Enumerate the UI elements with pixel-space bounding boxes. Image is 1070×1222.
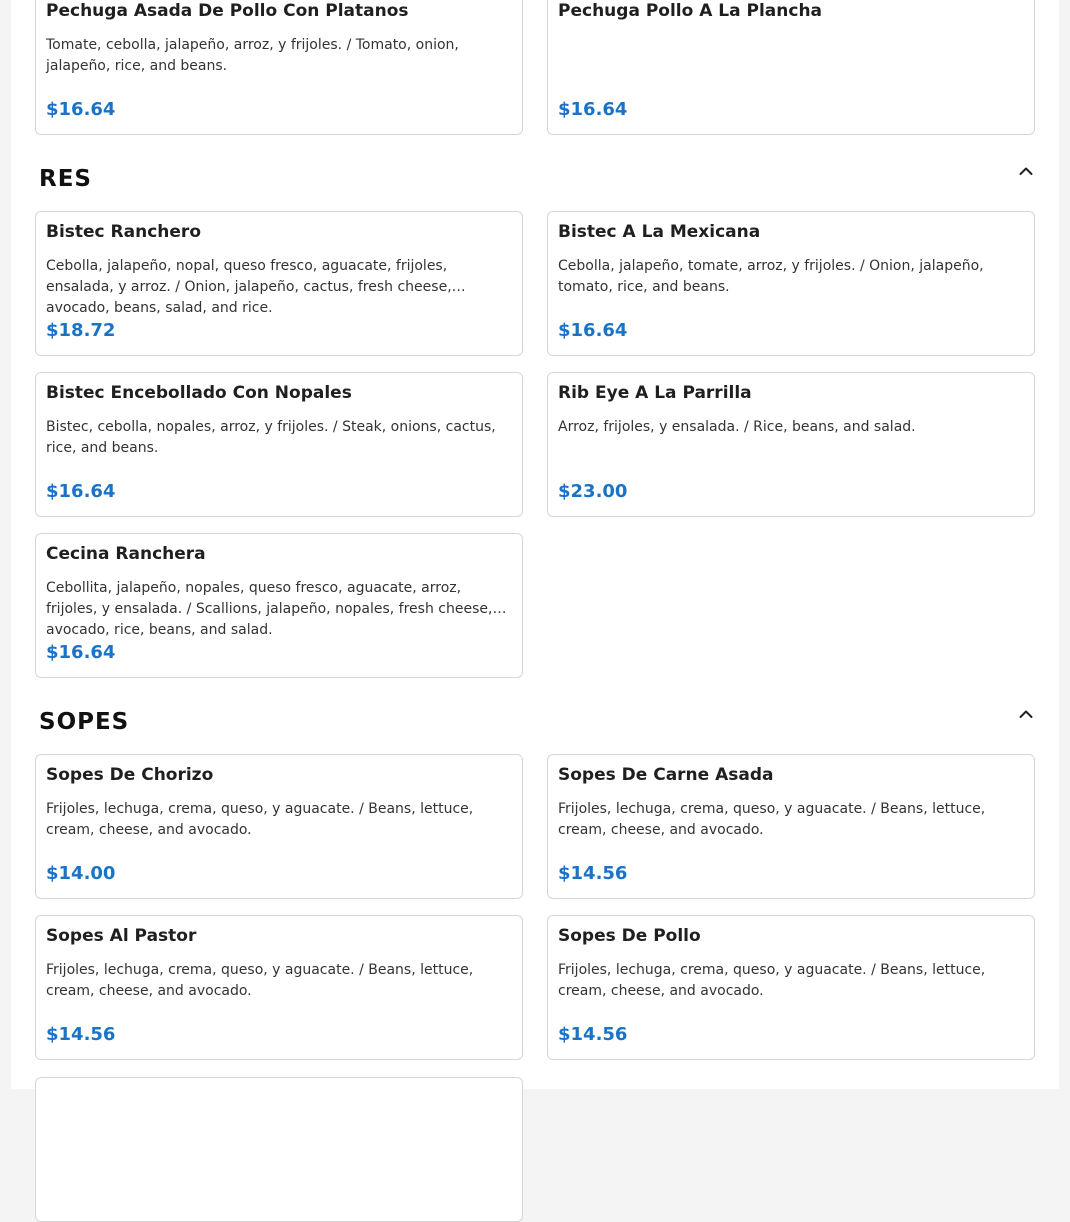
item-description: Arroz, frijoles, y ensalada. / Rice, beans, and salad. [558,419,916,435]
item-price: $23.00 [558,481,628,502]
item-price: $14.56 [46,1024,116,1045]
section-title: SOPES [39,709,130,735]
item-name: Pechuga Asada De Pollo Con Platanos [46,1,409,21]
menu-page [11,0,1059,1089]
item-name: Sopes De Chorizo [46,765,214,785]
item-name: Rib Eye A La Parrilla [558,383,752,403]
item-description: Bistec, cebolla, nopales, arroz, y frijoles. / Steak, onions, cactus, rice, and beans. [46,419,496,456]
item-description: Frijoles, lechuga, crema, queso, y aguacate. / Beans, lettuce, cream, cheese, and avocado. [46,962,474,999]
section-header-res[interactable] [35,160,1035,200]
item-description: Cebolla, jalapeño, nopal, queso fresco, aguacate, frijoles, ensalada, y arroz. / Onion, jalapeño, cactus, fresh cheese, avocado, beans, salad, and rice. [46,258,452,316]
item-description: Cebollita, jalapeño, nopales, queso fresco, aguacate, arroz, frijoles, y ensalada. / Scallions, jalapeño, nopales, fresh cheese, avocado, rice, beans, and salad. [46,580,493,638]
section-header-sopes[interactable] [35,703,1035,743]
menu-item-card[interactable] [35,211,523,356]
menu-item-card[interactable] [547,915,1035,1060]
item-name: Cecina Ranchera [46,544,206,564]
item-price: $16.64 [46,642,116,663]
item-description: Frijoles, lechuga, crema, queso, y aguacate. / Beans, lettuce, cream, cheese, and avocado. [558,962,986,999]
item-price: $14.56 [558,1024,628,1045]
menu-item-card[interactable] [35,1077,523,1222]
item-name: Bistec A La Mexicana [558,222,761,242]
menu-item-card[interactable] [35,754,523,899]
item-price: $14.56 [558,863,628,884]
item-name: Sopes Al Pastor [46,926,197,946]
item-price: $16.64 [558,320,628,341]
item-price: $14.00 [46,863,116,884]
menu-item-card[interactable] [35,533,523,678]
item-name: Pechuga Pollo A La Plancha [558,1,823,21]
item-name: Sopes De Carne Asada [558,765,774,785]
chevron-up-icon[interactable] [1017,705,1035,723]
item-price: $18.72 [46,320,116,341]
item-name: Bistec Encebollado Con Nopales [46,383,352,403]
item-name: Bistec Ranchero [46,222,201,242]
item-description: Frijoles, lechuga, crema, queso, y aguacate. / Beans, lettuce, cream, cheese, and avocado. [46,801,474,838]
item-price: $16.64 [46,481,116,502]
chevron-up-icon[interactable] [1017,162,1035,180]
item-description: Cebolla, jalapeño, tomate, arroz, y frijoles. / Onion, jalapeño, tomato, rice, and beans. [558,258,984,295]
menu-item-card[interactable] [547,211,1035,356]
menu-item-card[interactable] [547,372,1035,517]
menu-item-card[interactable] [547,754,1035,899]
item-description: Frijoles, lechuga, crema, queso, y aguacate. / Beans, lettuce, cream, cheese, and avocado. [558,801,986,838]
menu-item-card[interactable] [35,0,523,135]
item-price: $16.64 [46,99,116,120]
section-title: RES [39,166,92,192]
item-description: Tomate, cebolla, jalapeño, arroz, y frijoles. / Tomato, onion, jalapeño, rice, and beans. [46,37,459,74]
menu-item-card[interactable] [35,372,523,517]
menu-item-card[interactable] [35,915,523,1060]
item-price: $16.64 [558,99,628,120]
item-name: Sopes De Pollo [558,926,701,946]
menu-item-card[interactable] [547,0,1035,135]
